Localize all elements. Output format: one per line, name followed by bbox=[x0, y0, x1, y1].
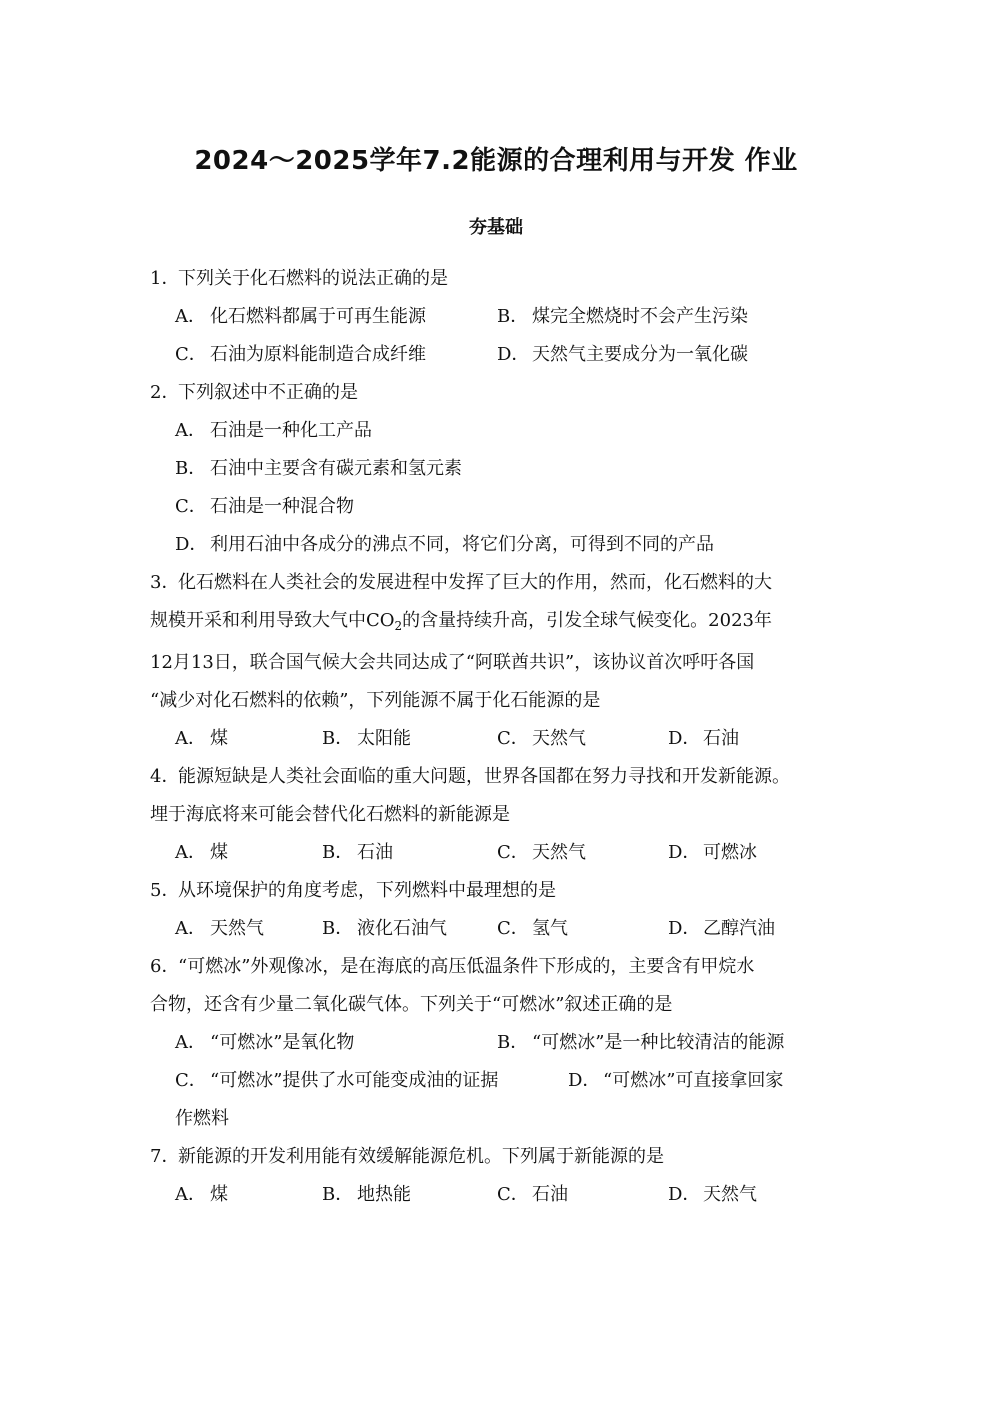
question-2 bbox=[150, 381, 358, 405]
option-2a[interactable] bbox=[175, 419, 372, 443]
option-label: A． bbox=[175, 728, 206, 749]
question-3-line-4 bbox=[150, 689, 600, 713]
question-stem: 埋于海底将来可能会替代化石燃料的新能源是 bbox=[150, 804, 510, 825]
option-5d[interactable] bbox=[668, 917, 775, 941]
question-number: 6． bbox=[150, 956, 180, 977]
question-3-line-2 bbox=[150, 609, 772, 638]
question-6 bbox=[150, 955, 754, 979]
question-3 bbox=[150, 571, 772, 595]
option-3b[interactable] bbox=[322, 727, 411, 751]
option-text: 利用石油中各成分的沸点不同，将它们分离，可得到不同的产品 bbox=[210, 534, 714, 555]
option-label: D． bbox=[568, 1070, 601, 1091]
option-text: 乙醇汽油 bbox=[703, 918, 775, 939]
option-6b[interactable] bbox=[497, 1031, 784, 1055]
document-title: 2024～2025学年7.2能源的合理利用与开发 作业 bbox=[194, 146, 798, 176]
question-number: 2． bbox=[150, 382, 180, 403]
option-text: 煤 bbox=[210, 728, 228, 749]
option-7c[interactable] bbox=[497, 1183, 568, 1207]
question-stem: 规模开采和利用导致大气中CO bbox=[150, 610, 395, 631]
option-label: D． bbox=[668, 842, 701, 863]
option-label: C． bbox=[175, 1070, 207, 1091]
question-stem: 12月13日，联合国气候大会共同达成了“阿联酋共识”，该协议首次呼吁各国 bbox=[150, 652, 755, 673]
option-4d[interactable] bbox=[668, 841, 757, 865]
option-label: C． bbox=[497, 842, 529, 863]
option-4c[interactable] bbox=[497, 841, 586, 865]
option-3a[interactable] bbox=[175, 727, 228, 751]
option-text: 石油中主要含有碳元素和氢元素 bbox=[210, 458, 462, 479]
option-text: 可燃冰 bbox=[703, 842, 757, 863]
question-3-line-3 bbox=[150, 651, 754, 675]
question-4 bbox=[150, 765, 790, 789]
option-text: “可燃冰”是氧化物 bbox=[210, 1032, 355, 1053]
option-text: 天然气 bbox=[532, 728, 586, 749]
option-2d[interactable] bbox=[175, 533, 714, 557]
option-label: D． bbox=[668, 728, 701, 749]
question-stem: 合物，还含有少量二氧化碳气体。下列关于“可燃冰”叙述正确的是 bbox=[150, 994, 673, 1015]
option-label: B． bbox=[175, 458, 207, 479]
option-label: B． bbox=[322, 1184, 354, 1205]
question-5 bbox=[150, 879, 556, 903]
option-label: B． bbox=[497, 1032, 529, 1053]
option-label: A． bbox=[175, 306, 206, 327]
question-6-line-2 bbox=[150, 993, 672, 1017]
option-text: 天然气 bbox=[532, 842, 586, 863]
option-label: A． bbox=[175, 918, 206, 939]
option-5c[interactable] bbox=[497, 917, 568, 941]
option-label: A． bbox=[175, 420, 206, 441]
option-text: “可燃冰”可直接拿回家 bbox=[603, 1070, 784, 1091]
question-number: 4． bbox=[150, 766, 180, 787]
option-text: 石油 bbox=[357, 842, 393, 863]
option-label: A． bbox=[175, 1184, 206, 1205]
question-stem: 的含量持续升高，引发全球气候变化。2023年 bbox=[402, 610, 772, 631]
option-text: 天然气 bbox=[703, 1184, 757, 1205]
option-text: 石油是一种化工产品 bbox=[210, 420, 372, 441]
option-6c[interactable] bbox=[175, 1069, 498, 1093]
question-stem: 下列关于化石燃料的说法正确的是 bbox=[178, 268, 448, 289]
option-text: 作燃料 bbox=[175, 1108, 229, 1129]
option-1b[interactable] bbox=[497, 305, 748, 329]
option-7a[interactable] bbox=[175, 1183, 228, 1207]
question-stem: 从环境保护的角度考虑，下列燃料中最理想的是 bbox=[178, 880, 556, 901]
option-label: D． bbox=[175, 534, 208, 555]
option-label: C． bbox=[175, 344, 207, 365]
option-text: 煤完全燃烧时不会产生污染 bbox=[532, 306, 748, 327]
option-label: B． bbox=[322, 918, 354, 939]
section-heading: 夯基础 bbox=[469, 217, 523, 238]
option-6a[interactable] bbox=[175, 1031, 354, 1055]
option-text: 地热能 bbox=[357, 1184, 411, 1205]
option-5b[interactable] bbox=[322, 917, 447, 941]
question-number: 5． bbox=[150, 880, 180, 901]
question-7 bbox=[150, 1145, 664, 1169]
option-3c[interactable] bbox=[497, 727, 586, 751]
option-7b[interactable] bbox=[322, 1183, 411, 1207]
question-number: 1． bbox=[150, 268, 180, 289]
question-number: 3． bbox=[150, 572, 180, 593]
option-label: C． bbox=[497, 918, 529, 939]
option-text: “可燃冰”是一种比较清洁的能源 bbox=[532, 1032, 785, 1053]
option-3d[interactable] bbox=[668, 727, 739, 751]
option-text: 氢气 bbox=[532, 918, 568, 939]
option-label: D． bbox=[668, 1184, 701, 1205]
option-6d[interactable] bbox=[568, 1069, 783, 1093]
option-text: 天然气主要成分为一氧化碳 bbox=[532, 344, 748, 365]
option-text: 太阳能 bbox=[357, 728, 411, 749]
option-label: A． bbox=[175, 1032, 206, 1053]
question-stem: 能源短缺是人类社会面临的重大问题，世界各国都在努力寻找和开发新能源。 bbox=[178, 766, 790, 787]
option-label: C． bbox=[497, 1184, 529, 1205]
option-1d[interactable] bbox=[497, 343, 748, 367]
option-text: “可燃冰”提供了水可能变成油的证据 bbox=[210, 1070, 499, 1091]
option-label: B． bbox=[322, 842, 354, 863]
option-text: 化石燃料都属于可再生能源 bbox=[210, 306, 426, 327]
question-stem: 下列叙述中不正确的是 bbox=[178, 382, 358, 403]
option-label: B． bbox=[497, 306, 529, 327]
option-text: 煤 bbox=[210, 1184, 228, 1205]
option-text: 煤 bbox=[210, 842, 228, 863]
option-1c[interactable] bbox=[175, 343, 426, 367]
option-4b[interactable] bbox=[322, 841, 393, 865]
question-stem: “减少对化石燃料的依赖”，下列能源不属于化石能源的是 bbox=[150, 690, 601, 711]
option-2b[interactable] bbox=[175, 457, 462, 481]
question-stem: “可燃冰”外观像冰，是在海底的高压低温条件下形成的，主要含有甲烷水 bbox=[178, 956, 755, 977]
option-label: A． bbox=[175, 842, 206, 863]
option-label: D． bbox=[497, 344, 530, 365]
option-1a[interactable] bbox=[175, 305, 426, 329]
question-1 bbox=[150, 267, 448, 291]
option-label: C． bbox=[175, 496, 207, 517]
option-4a[interactable] bbox=[175, 841, 228, 865]
option-label: C． bbox=[497, 728, 529, 749]
subscript: 2 bbox=[394, 619, 403, 633]
option-label: D． bbox=[668, 918, 701, 939]
option-text: 石油 bbox=[703, 728, 739, 749]
question-stem: 化石燃料在人类社会的发展进程中发挥了巨大的作用，然而，化石燃料的大 bbox=[178, 572, 772, 593]
option-text: 石油是一种混合物 bbox=[210, 496, 354, 517]
option-6d-continued bbox=[175, 1107, 229, 1131]
option-text: 天然气 bbox=[210, 918, 264, 939]
option-label: B． bbox=[322, 728, 354, 749]
option-text: 石油 bbox=[532, 1184, 568, 1205]
option-text: 液化石油气 bbox=[357, 918, 447, 939]
question-stem: 新能源的开发利用能有效缓解能源危机。下列属于新能源的是 bbox=[178, 1146, 664, 1167]
option-text: 石油为原料能制造合成纤维 bbox=[210, 344, 426, 365]
question-number: 7． bbox=[150, 1146, 180, 1167]
option-5a[interactable] bbox=[175, 917, 264, 941]
question-4-line-2 bbox=[150, 803, 510, 827]
option-7d[interactable] bbox=[668, 1183, 757, 1207]
option-2c[interactable] bbox=[175, 495, 354, 519]
